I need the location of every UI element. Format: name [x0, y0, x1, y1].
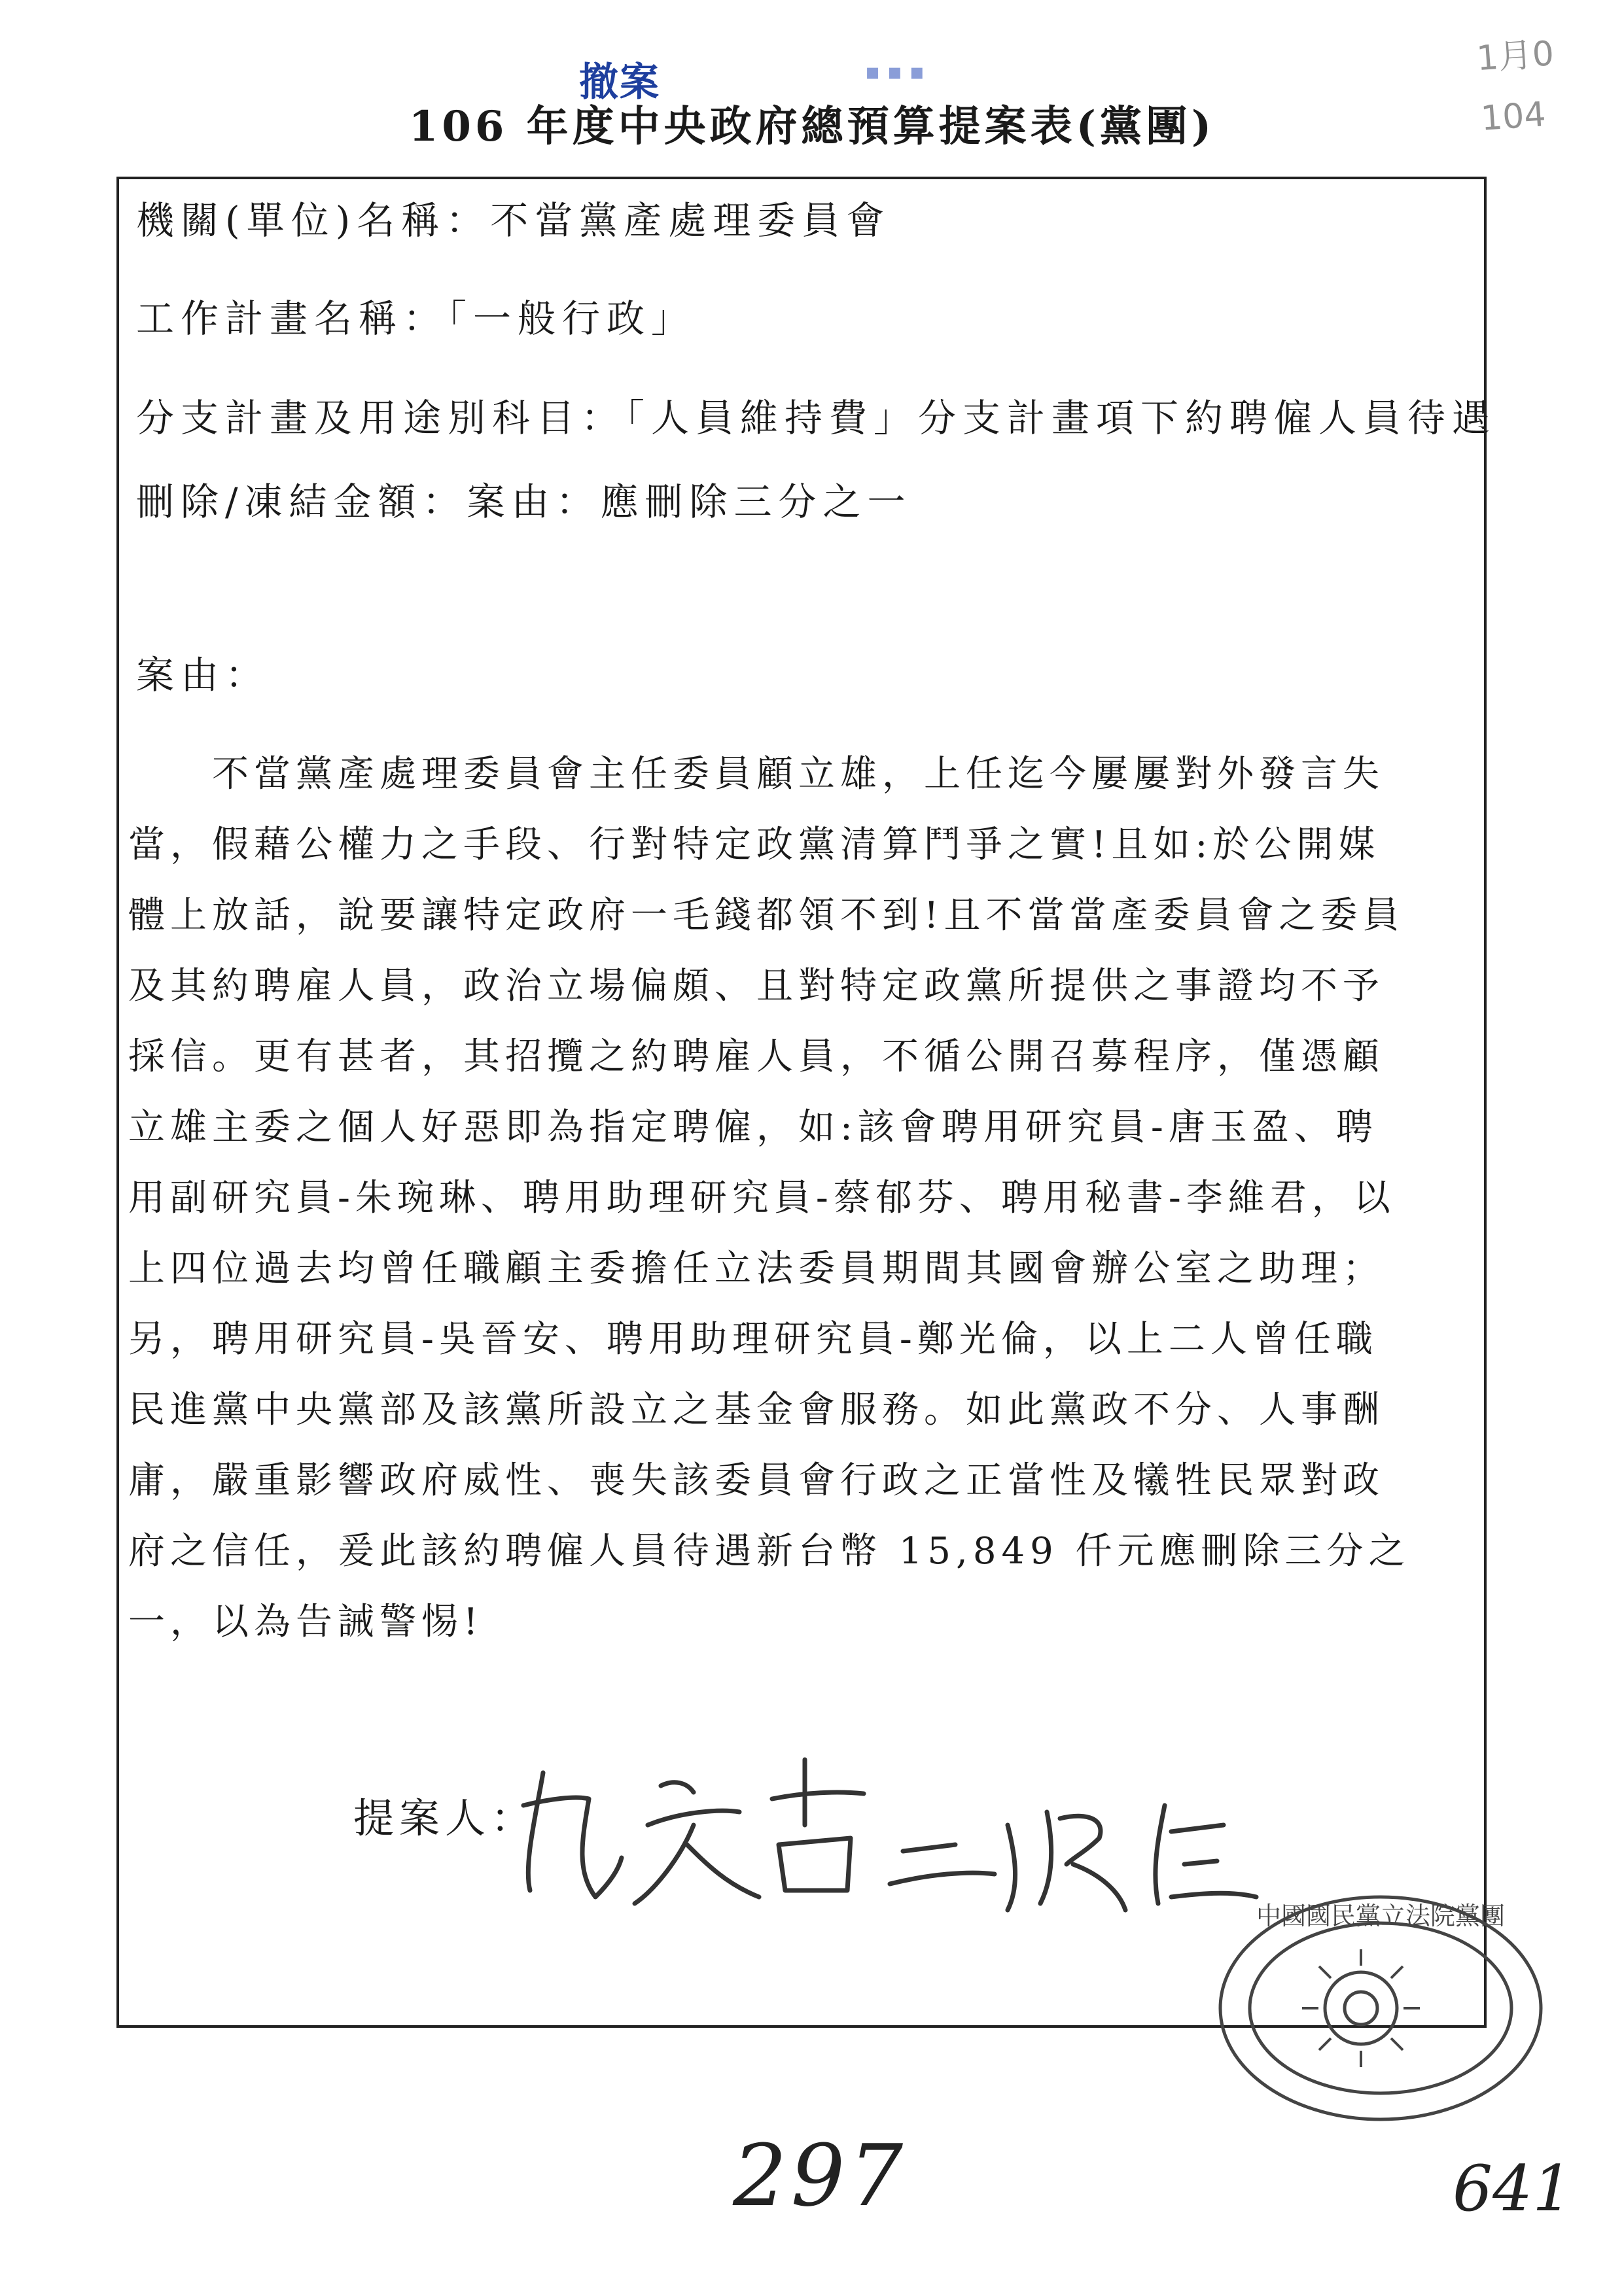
reason-line: 體上放話，說要讓特定政府一毛錢都領不到!且不當當產委員會之委員 — [128, 894, 1405, 937]
withdrawn-stamp: 撤案 — [579, 60, 660, 105]
handwritten-page-number: 297 — [733, 2126, 908, 2225]
subprogram-field: 分支計畫及用途別科目：「人員維持費」分支計畫項下約聘僱人員待遇 — [136, 396, 1497, 440]
corner-page-number: 641 — [1453, 2152, 1573, 2225]
faint-stamp-mark: ▪ ▪ ▪ — [865, 59, 925, 85]
program-field: 工作計畫名稱：「一般行政」 — [136, 296, 696, 341]
reason-line: 上四位過去均曾任職顧主委擔任立法委員期間其國會辦公室之助理； — [128, 1247, 1385, 1290]
reason-line: 立雄主委之個人好惡即為指定聘僱，如:該會聘用研究員-唐玉盈、聘 — [128, 1106, 1378, 1149]
corner-note-bottom: 104 — [1479, 95, 1547, 139]
reason-line: 另，聘用研究員-吳晉安、聘用助理研究員-鄭光倫，以上二人曾任職 — [128, 1318, 1378, 1361]
reason-line: 民進黨中央黨部及該黨所設立之基金會服務。如此黨政不分、人事酬 — [128, 1389, 1385, 1431]
reason-line: 庸，嚴重影響政府威性、喪失該委員會行政之正當性及犧牲民眾對政 — [128, 1459, 1385, 1502]
amount-field: 刪除/凍結金額：案由：應刪除三分之一 — [136, 479, 912, 524]
seal-text: 中國國民黨立法院黨團 — [1256, 1902, 1506, 1930]
reason-line: 一，以為告誡警惕! — [128, 1601, 484, 1643]
proposer-label: 提案人： — [353, 1794, 537, 1842]
reason-label: 案由： — [136, 653, 270, 697]
corner-note-top: 1月0 — [1475, 34, 1555, 79]
page-title: 106 年度中央政府總預算提案表(黨團) — [408, 102, 1216, 151]
reason-body — [128, 739, 1476, 1658]
reason-line: 及其約聘雇人員，政治立場偏頗、且對特定政黨所提供之事證均不予 — [128, 965, 1385, 1007]
reason-line: 不當黨產處理委員會主任委員顧立雄，上任迄今屢屢對外發言失 — [128, 753, 1385, 795]
agency-field: 機關(單位)名稱：不當黨產處理委員會 — [136, 198, 891, 243]
reason-line: 用副研究員-朱琬琳、聘用助理研究員-蔡郁芬、聘用秘書-李維君，以 — [128, 1177, 1396, 1219]
reason-line: 採信。更有甚者，其招攬之約聘雇人員，不循公開召募程序，僅憑顧 — [128, 1035, 1385, 1078]
party-caucus-seal — [1210, 1884, 1551, 2132]
reason-line: 府之信任，爰此該約聘僱人員待遇新台幣 15,849 仟元應刪除三分之 — [128, 1530, 1411, 1573]
handwritten-signature — [497, 1733, 1282, 1930]
reason-line: 當，假藉公權力之手段、行對特定政黨清算鬥爭之實!且如:於公開媒 — [128, 824, 1381, 866]
